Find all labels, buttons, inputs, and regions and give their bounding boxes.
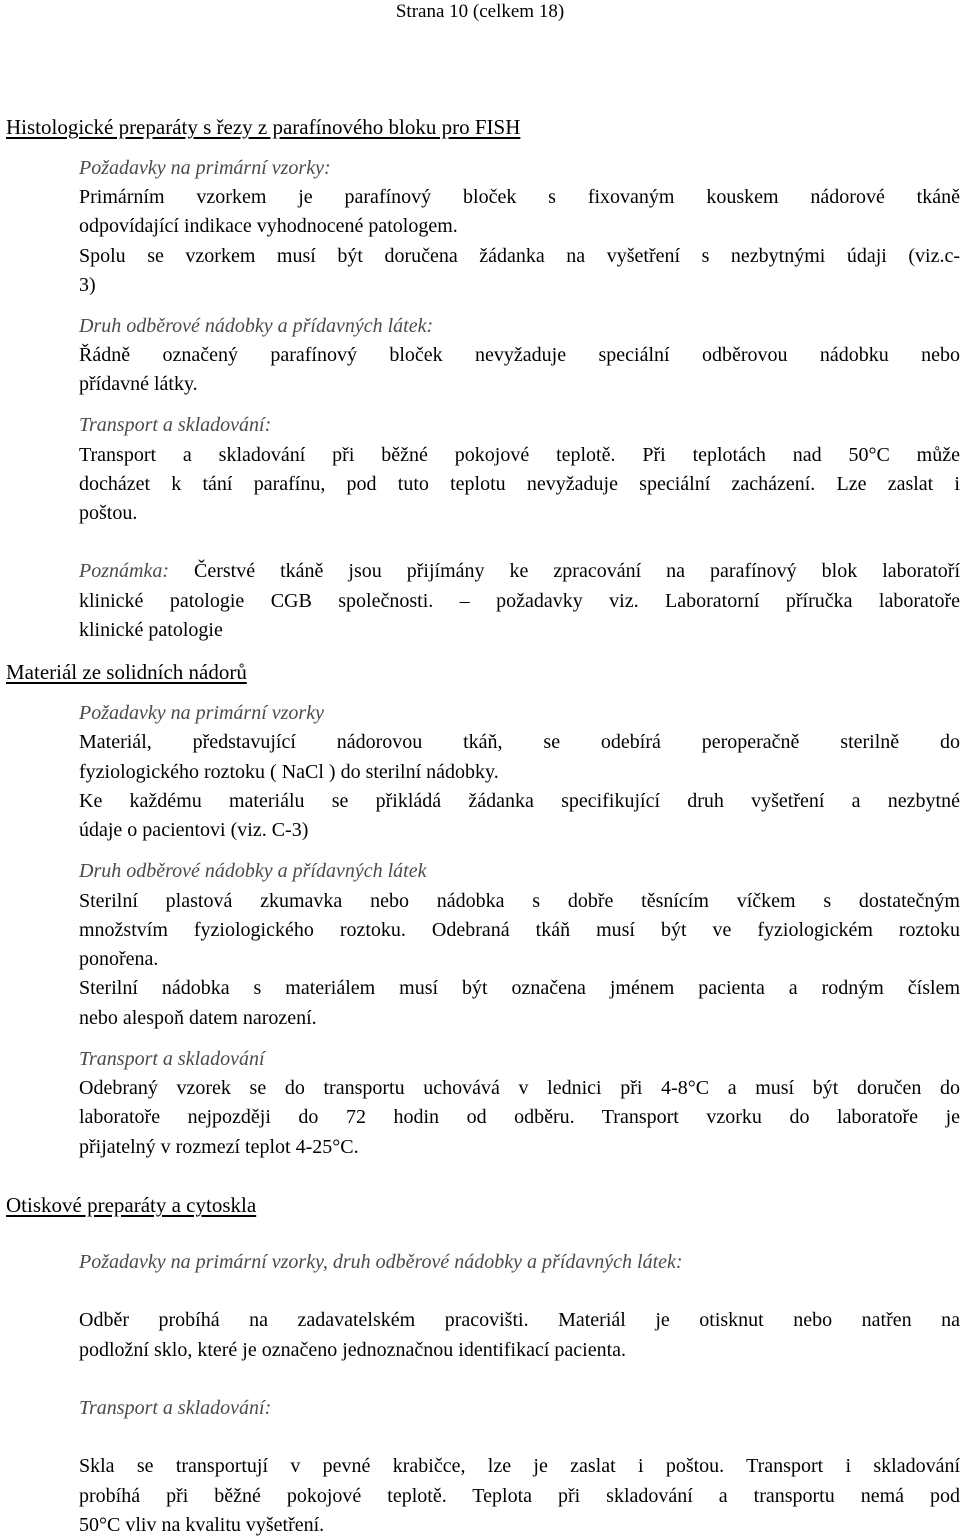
- label-container-type: Druh odběrové nádobky a přídavných látek:: [79, 315, 434, 337]
- body-line: přídavné látky.: [79, 373, 198, 395]
- body-line: množstvím fyziologického roztoku. Odebraná tkáň musí být ve fyziologickém roztoku: [79, 919, 960, 941]
- label-requirements-and-container: Požadavky na primární vzorky, druh odběrové nádobky a přídavných látek:: [79, 1251, 683, 1273]
- page-number-header: Strana 10 (celkem 18): [395, 1, 565, 22]
- label-primary-sample-requirements: Požadavky na primární vzorky: [79, 702, 324, 724]
- body-line: ponořena.: [79, 948, 159, 970]
- label-primary-sample-requirements: Požadavky na primární vzorky:: [79, 157, 331, 179]
- body-line: podložní sklo, které je označeno jednoznačnou identifikací pacienta.: [79, 1339, 627, 1361]
- body-line: Sterilní plastová zkumavka nebo nádobka s dobře těsnícím víčkem s dostatečným: [79, 890, 960, 912]
- body-line: Řádně označený parafínový bloček nevyžaduje speciální odběrovou nádobku nebo: [79, 344, 960, 366]
- body-line: probíhá při běžné pokojové teplotě. Teplota při skladování a transportu nemá pod: [79, 1485, 960, 1507]
- note-text: Čerstvé tkáně jsou přijímány ke zpracování na parafínový blok laboratoří: [168, 560, 960, 582]
- label-transport-storage: Transport a skladování:: [79, 1397, 272, 1419]
- body-line: Skla se transportují v pevné krabičce, lze je zaslat i poštou. Transport i skladování: [79, 1455, 960, 1477]
- body-line: Sterilní nádobka s materiálem musí být označena jménem pacienta a rodným číslem: [79, 977, 960, 999]
- label-container-type: Druh odběrové nádobky a přídavných látek: [79, 860, 427, 882]
- body-line: docházet k tání parafínu, pod tuto teplotu nevyžaduje speciální zacházení. Lze zaslat i: [79, 473, 960, 495]
- body-line: odpovídající indikace vyhodnocené patologem.: [79, 215, 458, 237]
- body-line: nebo alespoň datem narození.: [79, 1007, 317, 1029]
- body-line: Primárním vzorkem je parafínový bloček s fixovaným kouskem nádorové tkáně: [79, 186, 960, 208]
- body-line: laboratoře nejpozději do 72 hodin od odběru. Transport vzorku do laboratoře je: [79, 1106, 960, 1128]
- body-line: přijatelný v rozmezí teplot 4-25°C.: [79, 1136, 359, 1158]
- label-transport-storage: Transport a skladování:: [79, 414, 272, 436]
- body-line: 3): [79, 274, 96, 296]
- note-line: [79, 558, 960, 584]
- body-line: Transport a skladování při běžné pokojové teplotě. Při teplotách nad 50°C může: [79, 444, 960, 466]
- body-line: Spolu se vzorkem musí být doručena žádanka na vyšetření s nezbytnými údaji (viz.c-: [79, 245, 960, 267]
- body-line: fyziologického roztoku ( NaCl ) do sterilní nádobky.: [79, 761, 499, 783]
- body-line: Odebraný vzorek se do transportu uchovává v lednici při 4-8°C a musí být doručen do: [79, 1077, 960, 1099]
- body-line: Odběr probíhá na zadavatelském pracovišti. Materiál je otisknut nebo natřen na: [79, 1309, 960, 1331]
- body-line: poštou.: [79, 502, 138, 524]
- body-line: Materiál, představující nádorovou tkáň, se odebírá peroperačně sterilně do: [79, 731, 960, 753]
- label-transport-storage: Transport a skladování: [79, 1048, 265, 1070]
- body-line: údaje o pacientovi (viz. C-3): [79, 819, 309, 841]
- body-line: 50°C vliv na kvalitu vyšetření.: [79, 1514, 325, 1536]
- section-heading-imprints: Otiskové preparáty a cytoskla: [6, 1193, 257, 1217]
- body-line: klinické patologie CGB společnosti. – požadavky viz. Laboratorní příručka laboratoře: [79, 590, 960, 612]
- label-note: Poznámka:: [79, 560, 169, 582]
- section-heading-solid-tumors: Materiál ze solidních nádorů: [6, 660, 247, 684]
- section-heading-fish: Histologické preparáty s řezy z parafínového bloku pro FISH: [6, 115, 521, 139]
- body-line: Ke každému materiálu se přikládá žádanka specifikující druh vyšetření a nezbytné: [79, 790, 960, 812]
- body-line: klinické patologie: [79, 619, 223, 641]
